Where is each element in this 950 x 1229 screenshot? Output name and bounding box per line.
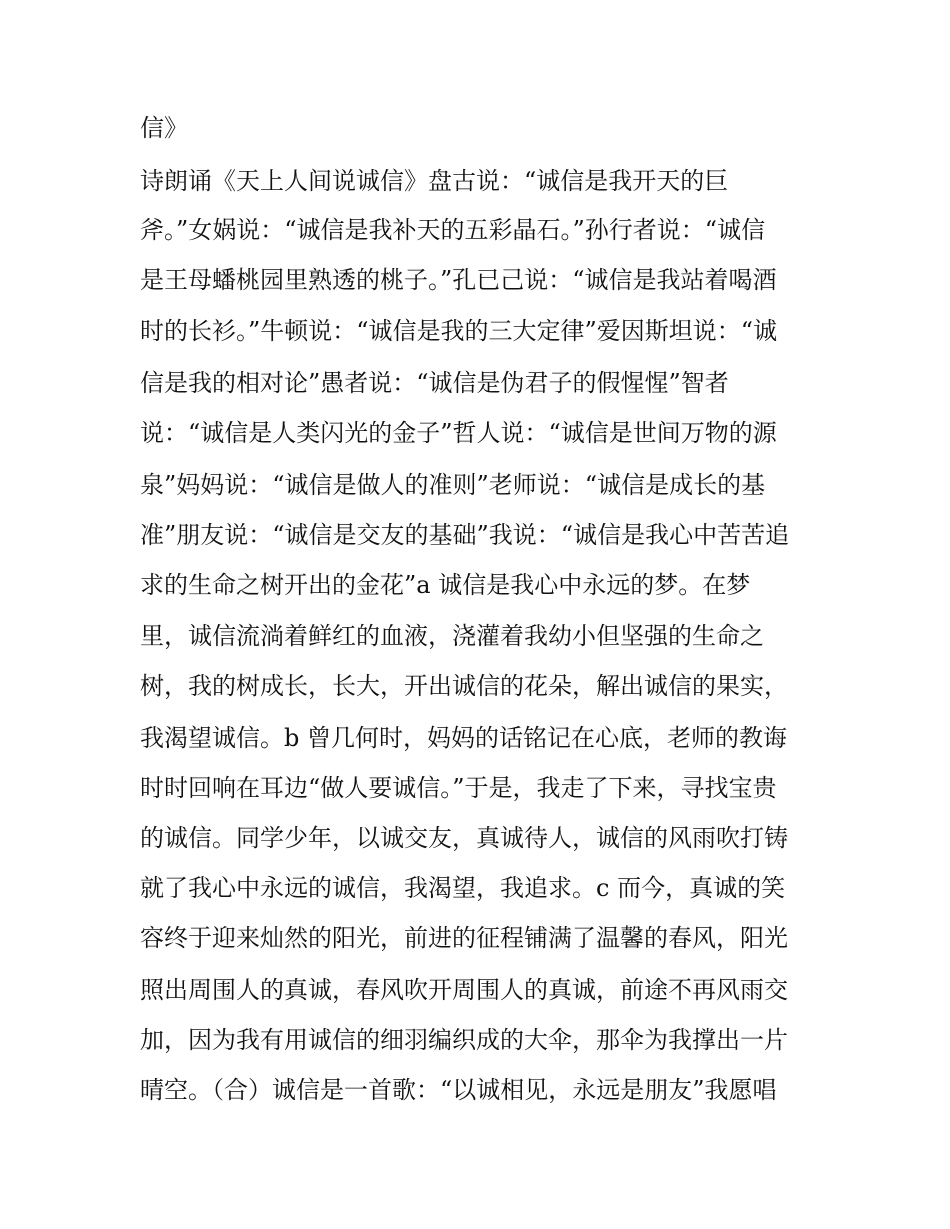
text-line: 时时回响在耳边“做人要诚信。”于是，我走了下来，寻找宝贵 <box>140 774 777 802</box>
text-line: 说：“诚信是人类闪光的金子”哲人说：“诚信是世间万物的源 <box>140 419 777 447</box>
text-line: 加，因为我有用诚信的细羽编织成的大伞，那伞为我撑出一片 <box>140 1026 788 1054</box>
text-line: 晴空。（合）诚信是一首歌：“以诚相见，永远是朋友”我愿唱 <box>140 1076 777 1104</box>
text-line: 树，我的树成长，长大，开出诚信的花朵，解出诚信的果实， <box>140 672 788 700</box>
text-line: 信》 <box>140 114 188 142</box>
text-line: 容终于迎来灿然的阳光，前进的征程铺满了温馨的春风，阳光 <box>140 924 788 952</box>
text-line: 里，诚信流淌着鲜红的血液，浇灌着我幼小但坚强的生命之 <box>140 622 764 650</box>
text-line: 的诚信。同学少年，以诚交友，真诚待人，诚信的风雨吹打铸 <box>140 824 788 852</box>
text-line: 求的生命之树开出的金花”a 诚信是我心中永远的梦。在梦 <box>140 571 751 599</box>
text-line: 准”朋友说：“诚信是交友的基础”我说：“诚信是我心中苦苦追 <box>140 521 790 549</box>
text-line: 斧。”女娲说：“诚信是我补天的五彩晶石。”孙行者说：“诚信 <box>140 216 766 244</box>
text-line: 我渴望诚信。b 曾几何时，妈妈的话铭记在心底，老师的教诲 <box>140 724 787 752</box>
text-line: 照出周围人的真诚，春风吹开周围人的真诚，前途不再风雨交 <box>140 976 788 1004</box>
text-line: 就了我心中永远的诚信，我渴望，我追求。c 而今，真诚的笑 <box>140 874 786 902</box>
text-line: 诗朗诵《天上人间说诚信》盘古说：“诚信是我开天的巨 <box>140 167 729 195</box>
text-line: 时的长衫。”牛顿说：“诚信是我的三大定律”爱因斯坦说：“诚 <box>140 317 778 345</box>
text-line: 信是我的相对论”愚者说：“诚信是伪君子的假惺惺”智者 <box>140 369 729 397</box>
text-line: 泉”妈妈说：“诚信是做人的准则”老师说：“诚信是成长的基 <box>140 471 766 499</box>
text-line: 是王母蟠桃园里熟透的桃子。”孔已己说：“诚信是我站着喝酒 <box>140 266 777 294</box>
